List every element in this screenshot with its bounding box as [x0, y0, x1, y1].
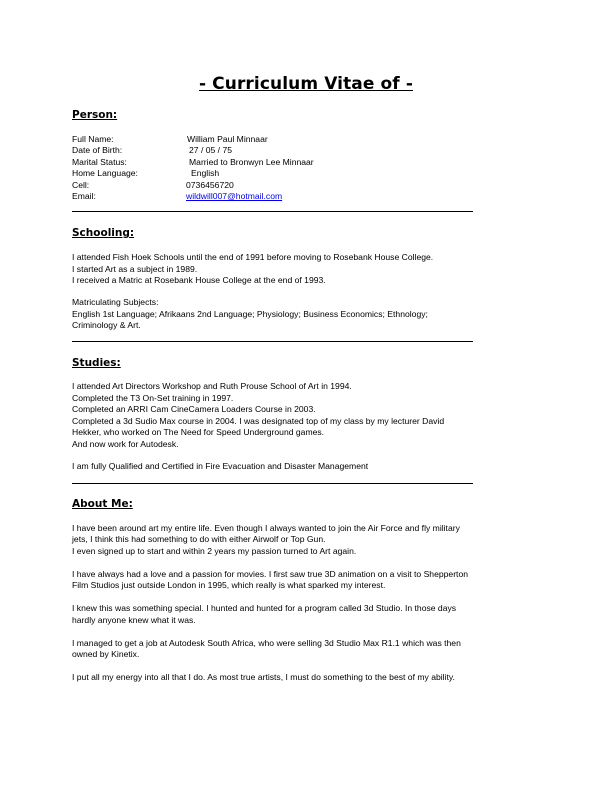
studies-line: Completed a 3d Sudio Max course in 2004. I was designated top of my class by my lecturer David — [72, 416, 445, 426]
about-line: owned by Kinetix. — [72, 649, 140, 659]
studies-line: I am fully Qualified and Certified in Fire Evacuation and Disaster Management — [72, 461, 369, 471]
full-name-value: William Paul Minnaar — [187, 134, 268, 144]
about-line: jets, I think this had something to do with either Airwolf or Top Gun. — [72, 534, 326, 544]
studies-line: And now work for Autodesk. — [72, 439, 179, 449]
dob-value: 27 / 05 / 75 — [189, 145, 233, 155]
divider — [72, 211, 473, 212]
about-line: I managed to get a job at Autodesk South Africa, who were selling 3d Studio Max R1.1 which was then — [72, 638, 461, 648]
cell-label: Cell: — [72, 180, 90, 190]
studies-line: Completed an ARRI Cam CineCamera Loaders Course in 2003. — [72, 404, 316, 414]
studies-line: Hekker, who worked on The Need for Speed Underground games. — [72, 427, 325, 437]
schooling-line: I received a Matric at Rosebank House College at the end of 1993. — [72, 275, 326, 285]
about-line: I knew this was something special. I hunted and hunted for a program called 3d Studio. In those days — [72, 603, 457, 613]
dob-label: Date of Birth: — [72, 145, 123, 155]
home-language-value: English — [191, 168, 220, 178]
schooling-heading: Schooling: — [72, 227, 135, 239]
studies-heading: Studies: — [72, 357, 121, 369]
about-line: hardly anyone knew what it was. — [72, 615, 196, 625]
about-line: I put all my energy into all that I do. As most true artists, I must do something to the best of my ability. — [72, 672, 455, 682]
matric-subjects-label: Matriculating Subjects: — [72, 297, 159, 307]
person-heading: Person: — [72, 109, 118, 121]
schooling-line: Criminology & Art. — [72, 320, 141, 330]
cell-value: 0736456720 — [186, 180, 234, 190]
about-line: I have been around art my entire life. Even though I always wanted to join the Air Force and fly military — [72, 523, 460, 533]
marital-status-label: Marital Status: — [72, 157, 127, 167]
full-name-label: Full Name: — [72, 134, 114, 144]
schooling-line: English 1st Language; Afrikaans 2nd Language; Physiology; Business Economics; Ethnology; — [72, 309, 428, 319]
divider — [72, 341, 473, 342]
page-title: - Curriculum Vitae of - — [199, 74, 413, 94]
divider — [72, 483, 473, 484]
about-line: Film Studios just outside London in 1995, which really is what sparked my interest. — [72, 580, 386, 590]
studies-line: Completed the T3 On-Set training in 1997. — [72, 393, 234, 403]
schooling-line: I attended Fish Hoek Schools until the end of 1991 before moving to Rosebank House College. — [72, 252, 434, 262]
about-heading: About Me: — [72, 498, 133, 510]
email-label: Email: — [72, 191, 96, 201]
about-line: I have always had a love and a passion for movies. I first saw true 3D animation on a visit to Shepperton — [72, 569, 469, 579]
schooling-line: I started Art as a subject in 1989. — [72, 264, 198, 274]
marital-status-value: Married to Bronwyn Lee Minnaar — [189, 157, 314, 167]
email-link[interactable]: wildwill007@hotmail.com — [186, 191, 283, 201]
home-language-label: Home Language: — [72, 168, 138, 178]
about-line: I even signed up to start and within 2 years my passion turned to Art again. — [72, 546, 357, 556]
studies-line: I attended Art Directors Workshop and Ruth Prouse School of Art in 1994. — [72, 381, 352, 391]
